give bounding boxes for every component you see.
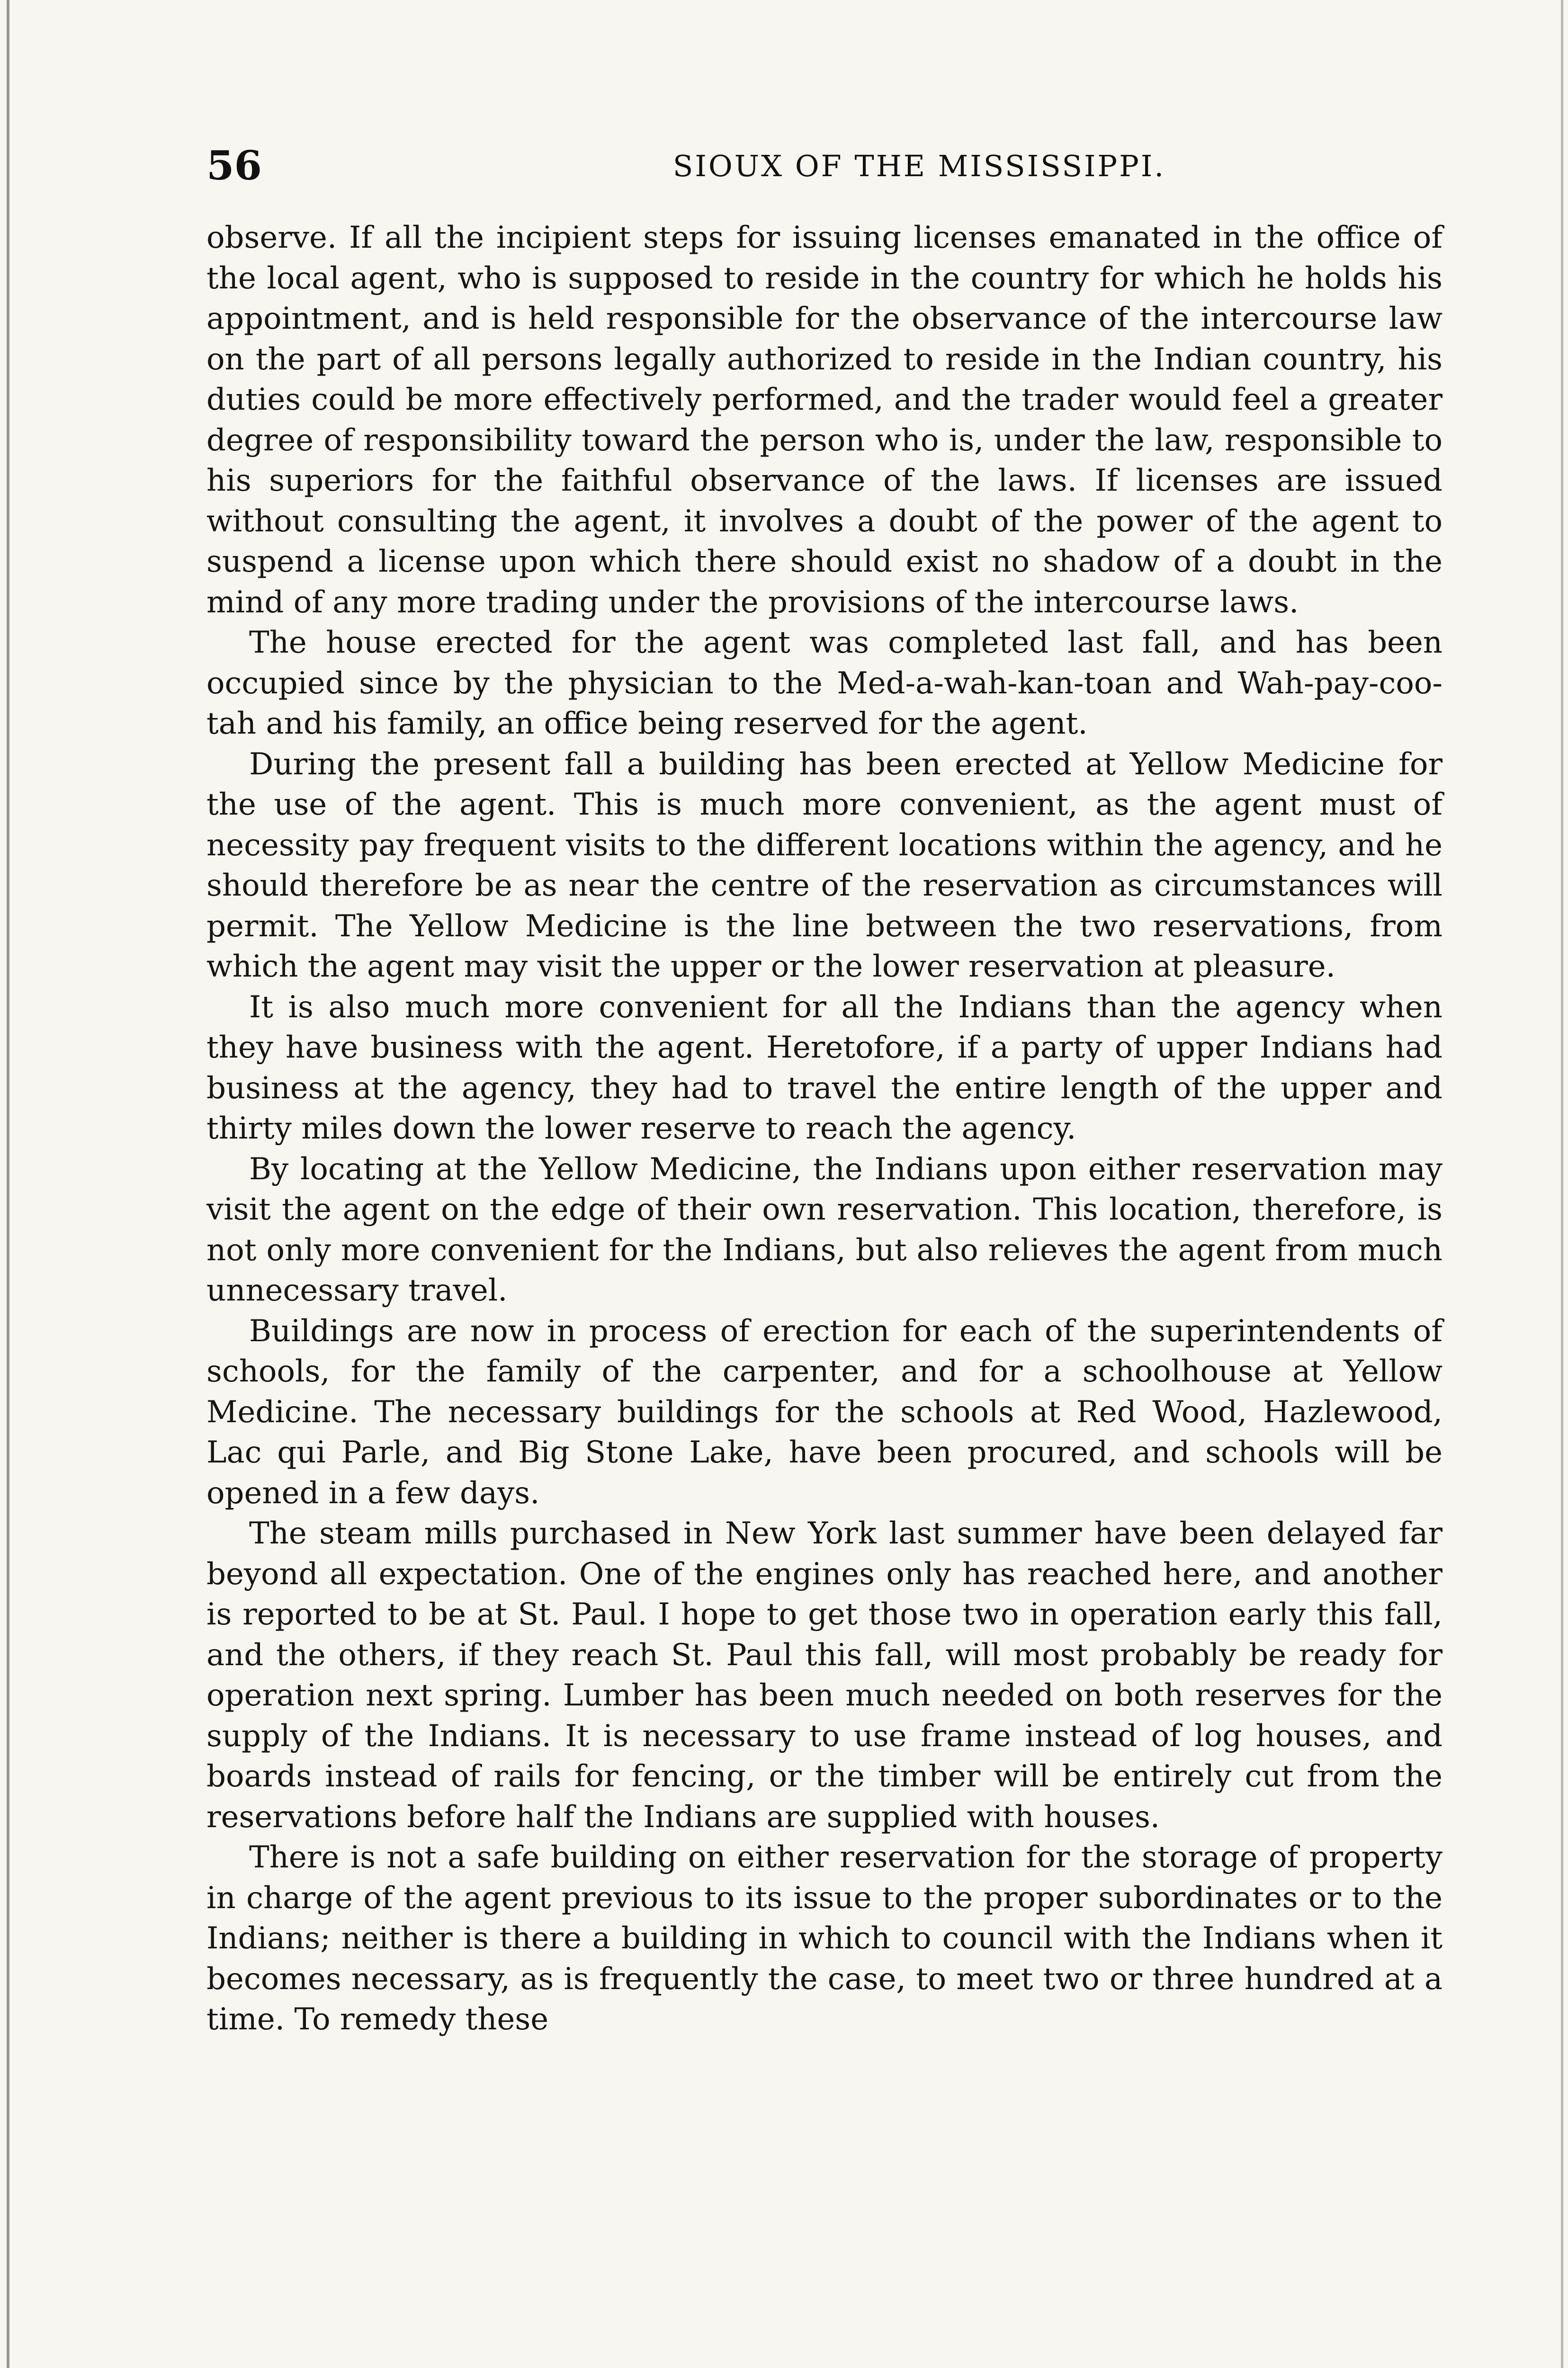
page-header [206,142,1443,194]
body-text [206,218,1443,2040]
paragraph: The house erected for the agent was completed last fall, and has been occupied since by the physician to the Med-a-wah-kan-toan and Wah-pay-coo-tah and his family, an office being reserved for the agent. [206,625,1443,741]
paragraph: During the present fall a building has been erected at Yellow Medicine for the use of the agent. This is much more convenient, as the agent must of necessity pay frequent visits to the different locations within the agency, and he should therefore be as near the centre of the reservation as circumstances will permit. The Yellow Medicine is the line between the two reservations, from which the agent may visit the upper or the lower reservation at pleasure. [206,746,1443,984]
right-page-edge [1561,0,1563,2368]
paragraph: The steam mills purchased in New York last summer have been delayed far beyond all expectation. One of the engines only has reached here, and another is reported to be at St. Paul. I hope to get those two in operation early this fall, and the others, if they reach St. Paul this fall, will most probably be ready for operation next spring. Lumber has been much needed on both reserves for the supply of the Indians. It is necessary to use frame instead of log houses, and boards instead of rails for fencing, or the timber will be entirely cut from the reservations before half the Indians are supplied with houses. [206,1516,1443,1835]
paragraph: It is also much more convenient for all the Indians than the agency when they have business with the agent. Heretofore, if a party of upper Indians had business at the agency, they had to travel the entire length of the upper and thirty miles down the lower reserve to reach the agency. [206,989,1443,1146]
paragraph: By locating at the Yellow Medicine, the Indians upon either reservation may visit the agent on the edge of their own reservation. This location, therefore, is not only more convenient for the Indians, but also relieves the agent from much unnecessary travel. [206,1151,1443,1308]
paragraph: observe. If all the incipient steps for issuing licenses emanated in the office of the local agent, who is supposed to reside in the country for which he holds his appointment, and is held responsible for the observance of the intercourse law on the part of all persons legally authorized to reside in the Indian country, his duties could be more effectively performed, and the trader would feel a greater degree of responsibility toward the person who is, under the law, responsible to his superiors for the faithful observance of the laws. If licenses are issued without consulting the agent, it involves a doubt of the power of the agent to suspend a license upon which there should exist no shadow of a doubt in the mind of any more trading under the provisions of the intercourse laws. [206,220,1443,620]
page-number: 56 [206,142,262,189]
paragraph: There is not a safe building on either reservation for the storage of property in charge of the agent previous to its issue to the proper subordinates or to the Indians; neither is there a building in which to council with the Indians when it becomes necessary, as is frequently the case, to meet two or three hundred at a time. To remedy these [206,1840,1443,2037]
paragraph: Buildings are now in process of erection for each of the superintendents of schools, for the family of the carpenter, and for a schoolhouse at Yellow Medicine. The necessary buildings for the schools at Red Wood, Hazlewood, Lac qui Parle, and Big Stone Lake, have been procured, and schools will be opened in a few days. [206,1313,1443,1511]
left-page-edge [7,0,9,2368]
running-title: SIOUX OF THE MISSISSIPPI. [672,149,1166,183]
